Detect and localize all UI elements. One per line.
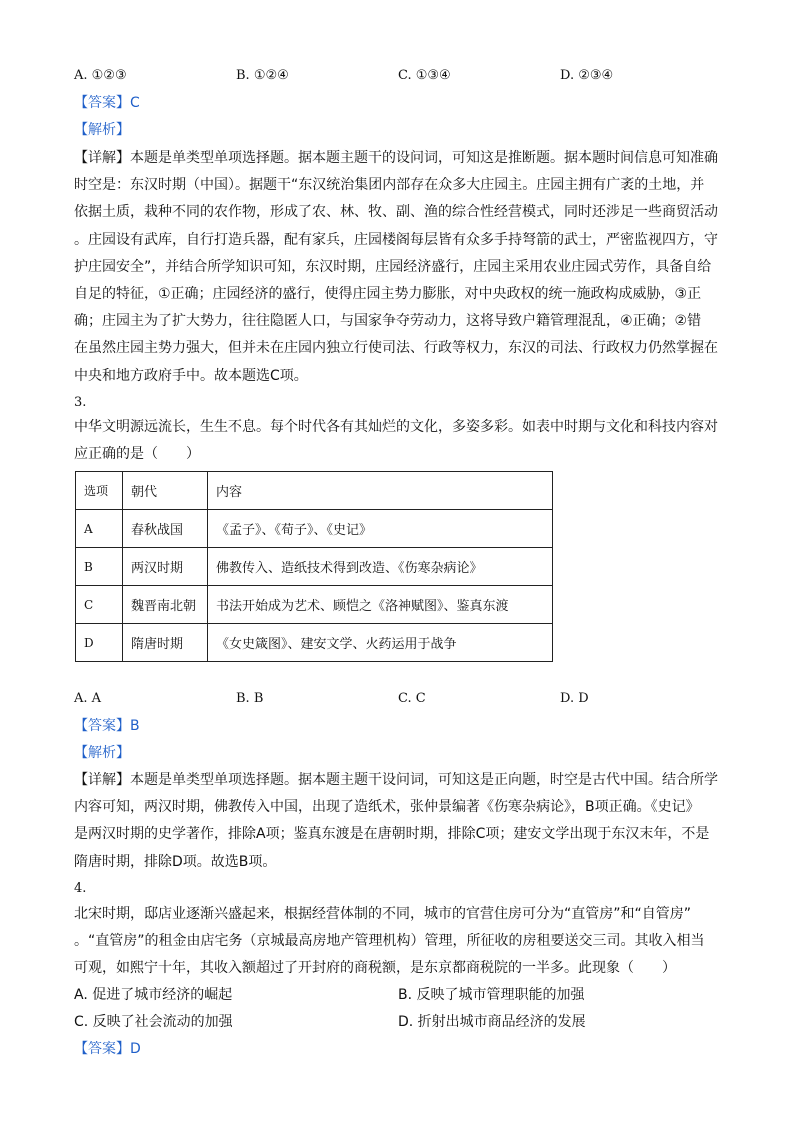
q3-detail-line: 是两汉时期的史学著作，排除A项；鉴真东渡是在唐朝时期，排除C项；建安文学出现于东汉末年，不是 bbox=[74, 826, 710, 842]
q2-detail-line: 护庄园安全”，并结合所学知识可知，东汉时期，庄园经济盛行，庄园主采用农业庄园式劳作，具备自给 bbox=[74, 259, 712, 275]
q4-stem-line: 北宋时期，邸店业逐渐兴盛起来，根据经营体制的不同，城市的官营住房可分为“直管房”和“自管房” bbox=[74, 906, 692, 922]
q2-option-a: A. ①②③ bbox=[74, 68, 127, 83]
table-cell: 春秋战国 bbox=[123, 510, 208, 548]
q3-detail-line: 【详解】本题是单类型单项选择题。据本题主题干设问词，可知这是正向题，时空是古代中国。结合所学 bbox=[74, 772, 718, 788]
table-header-row bbox=[76, 472, 553, 510]
table-cell: 书法开始成为艺术、顾恺之《洛神赋图》、鉴真东渡 bbox=[208, 586, 553, 624]
q2-detail-line: 依据土质，栽种不同的农作物，形成了农、林、牧、副、渔的综合性经营模式，同时还涉足一些商贸活动 bbox=[74, 204, 718, 220]
q4-option-d: D. 折射出城市商品经济的发展 bbox=[398, 1014, 586, 1030]
table-row bbox=[76, 624, 553, 662]
q2-analysis-label: 【解析】 bbox=[74, 122, 130, 138]
table-cell: C bbox=[76, 586, 123, 624]
q2-detail-line: 时空是：东汉时期（中国）。据题干“东汉统治集团内部存在众多大庄园主。庄园主拥有广袤的土地，并 bbox=[74, 177, 705, 193]
table-cell: A bbox=[76, 510, 123, 548]
q2-detail-line: 中央和地方政府手中。故本题选C项。 bbox=[74, 368, 308, 384]
q3-stem-line: 应正确的是（ ） bbox=[74, 446, 200, 462]
q2-detail-line: 在虽然庄园主势力强大，但并未在庄园内独立行使司法、行政等权力，东汉的司法、行政权力仍然掌握在 bbox=[74, 340, 718, 356]
table-cell: D bbox=[76, 624, 123, 662]
q2-detail-line: 确；庄园主为了扩大势力，往往隐匿人口，与国家争夺劳动力，这将导致户籍管理混乱，④正确；②错 bbox=[74, 313, 702, 329]
q4-stem-line: 。“直管房”的租金由店宅务（京城最高房地产管理机构）管理，所征收的房租要送交三司。其收入相当 bbox=[74, 933, 705, 949]
table-cell: 两汉时期 bbox=[123, 548, 208, 586]
q4-answer-label: 【答案】D bbox=[74, 1041, 141, 1057]
q3-option-d: D. D bbox=[560, 691, 589, 706]
q3-answer-label: 【答案】B bbox=[74, 718, 140, 734]
table-row bbox=[76, 510, 553, 548]
q3-detail-line: 内容可知，两汉时期，佛教传入中国，出现了造纸术，张仲景编著《伤寒杂病论》，B项正确。《史记》 bbox=[74, 799, 700, 815]
q2-answer-label: 【答案】C bbox=[74, 95, 140, 111]
q3-option-a: A. A bbox=[74, 691, 102, 706]
q3-table bbox=[75, 471, 553, 662]
q3-stem-line: 中华文明源远流长，生生不息。每个时代各有其灿烂的文化，多姿多彩。如表中时期与文化和科技内容对 bbox=[74, 419, 718, 435]
table-row bbox=[76, 548, 553, 586]
table-cell: 《女史箴图》、建安文学、火药运用于战争 bbox=[208, 624, 553, 662]
table-cell: B bbox=[76, 548, 123, 586]
table-row bbox=[76, 586, 553, 624]
q2-detail-line: 。庄园设有武库，自行打造兵器，配有家兵，庄园楼阁每层皆有众多手持弩箭的武士，严密监视四方，守 bbox=[74, 232, 718, 248]
table-cell: 隋唐时期 bbox=[123, 624, 208, 662]
table-cell: 《孟子》、《荀子》、《史记》 bbox=[208, 510, 553, 548]
q4-option-c: C. 反映了社会流动的加强 bbox=[74, 1014, 233, 1030]
q3-analysis-label: 【解析】 bbox=[74, 745, 130, 761]
q4-number: 4. bbox=[74, 881, 87, 896]
q3-number: 3. bbox=[74, 395, 87, 410]
q2-detail-line: 【详解】本题是单类型单项选择题。据本题主题干的设问词，可知这是推断题。据本题时间信息可知准确 bbox=[74, 150, 718, 166]
q3-option-c: C. C bbox=[398, 691, 426, 706]
q4-option-b: B. 反映了城市管理职能的加强 bbox=[398, 987, 585, 1003]
q4-stem-line: 可观，如熙宁十年，其收入额超过了开封府的商税额，是东京都商税院的一半多。此现象（ ） bbox=[74, 960, 676, 976]
q4-option-a: A. 促进了城市经济的崛起 bbox=[74, 987, 233, 1003]
table-header-cell: 选项 bbox=[76, 472, 123, 510]
q2-option-d: D. ②③④ bbox=[560, 68, 614, 83]
table-header-cell: 朝代 bbox=[123, 472, 208, 510]
table-cell: 佛教传入、造纸技术得到改造、《伤寒杂病论》 bbox=[208, 548, 553, 586]
q2-option-c: C. ①③④ bbox=[398, 68, 451, 83]
q3-option-b: B. B bbox=[236, 691, 264, 706]
table-cell: 魏晋南北朝 bbox=[123, 586, 208, 624]
q3-detail-line: 隋唐时期，排除D项。故选B项。 bbox=[74, 854, 277, 870]
q2-detail-line: 自足的特征，①正确；庄园经济的盛行，使得庄园主势力膨胀，对中央政权的统一施政构成威胁，③正 bbox=[74, 286, 702, 302]
q2-option-b: B. ①②④ bbox=[236, 68, 289, 83]
table-header-cell: 内容 bbox=[208, 472, 553, 510]
